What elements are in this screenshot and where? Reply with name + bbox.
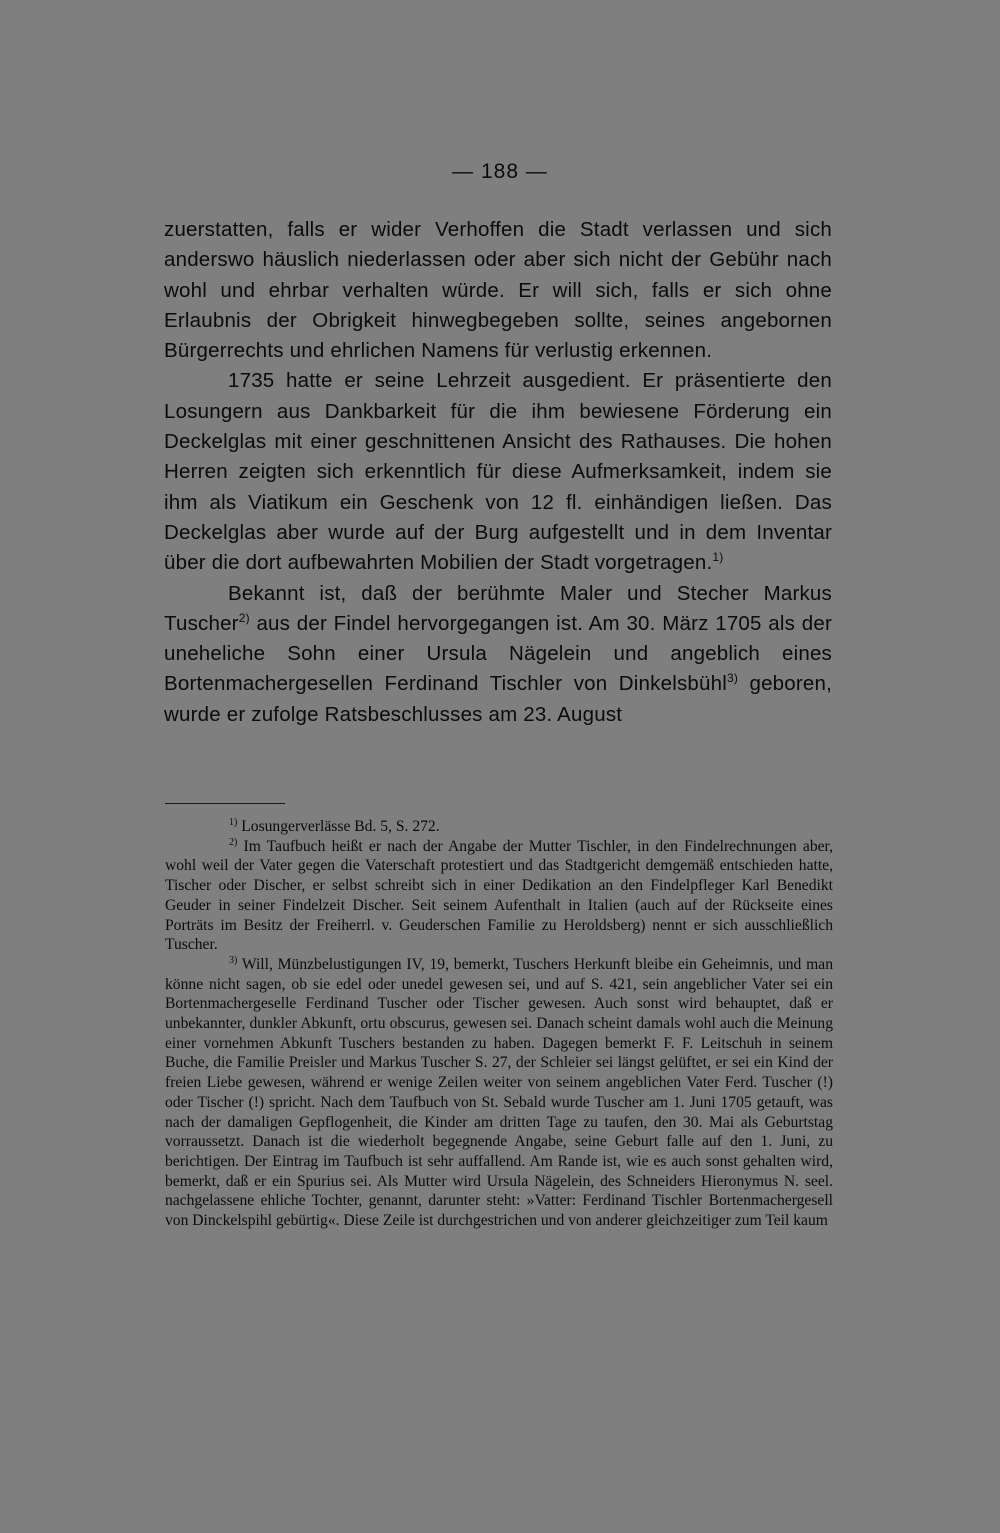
paragraph-3-text-c: geboren, wurde er zufolge Ratsbeschlusses am 23. August [164, 672, 832, 726]
footnote-ref-3: 3) [726, 671, 739, 686]
footnote-3-text: Will, Münzbelustigungen IV, 19, bemerkt, Tuschers Herkunft bleibe ein Geheimnis, und man könne nicht sagen, ob sie edel oder unedel gewesen sei, und auf S. 421, sein angeblicher Vater sei ein Bortenmachergeselle Ferdinand Tuscher oder Tischer gewesen. Auch sonst wird behauptet, daß er unbekannter, dunkler Abkunft, ortu obscurus, gewesen sei. Danach scheint damals wohl auch die Meinung einer vornehmen Abkunft Tuschers bestanden zu haben. Dagegen bemerkt F. F. Leitschuh in seinem Buche, die Familie Preisler und Markus Tuscher S. 27, der Schleier sei längst gelüftet, er sei ein Kind der freien Liebe gewesen, während er wenige Zeilen weiter von seinem angeblichen Vater Ferd. Tuscher (!) oder Tischer (!) spricht. Nach dem Taufbuch von St. Sebald wurde Tuscher am 1. Juni 1705 getauft, was nach der damaligen Gepflogenheit, die Kinder am dritten Tage zu taufen, den 30. Mai als Geburtstag vorraussetzt. Danach ist die wiederholt begegnende Angabe, seine Geburt falle auf den 1. Juni, zu berichtigen. Der Eintrag im Taufbuch ist sehr auffallend. Am Rande ist, wie es auch sonst gehalten wird, bemerkt, daß er ein Spurius sei. Als Mutter wird Ursula Nägelein, des Schneiders Hieronymus N. seel. nachgelassene ehliche Tochter, genannt, darunter steht: »Vatter: Ferdinand Tischler Bortenmachergesell von Dinckelspihl gebürtig«. Diese Zeile ist durchgestrichen und von anderer gleichzeitiger zum Teil kaum [165, 955, 833, 1230]
footnote-3-mark: 3) [229, 954, 238, 966]
footnote-3 [165, 955, 833, 1231]
main-text [164, 215, 832, 730]
page-number: — 188 — [452, 160, 548, 183]
paragraph-3 [164, 579, 832, 730]
paragraph-2-text: 1735 hatte er seine Lehrzeit ausgedient. Er präsentierte den Losungern aus Dankbarkeit für die ihm bewiesene Förderung ein Deckelglas mit einer geschnittenen Ansicht des Rathauses. Die hohen Herren zeigten sich erkenntlich für diese Aufmerksamkeit, indem sie ihm als Viatikum ein Geschenk von 12 fl. einhändigen ließen. Das Deckelglas aber wurde auf der Burg aufgestellt und in dem Inventar über die dort aufbewahrten Mobilien der Stadt vorgetragen. [164, 369, 832, 575]
footnote-2 [165, 837, 833, 955]
paragraph-2 [164, 366, 832, 578]
paragraph-3-text-a: Bekannt ist, daß der berühmte Maler und Stecher Markus Tuscher [164, 581, 832, 635]
footnote-1-mark: 1) [229, 816, 238, 828]
footnote-divider [165, 803, 285, 804]
footnotes [165, 817, 833, 1231]
footnote-ref-1: 1) [712, 550, 724, 565]
paragraph-3-text-b: aus der Findel hervorgegangen ist. Am 30. März 1705 als der uneheliche Sohn einer Ursula Nägelein und angeblich eines Bortenmachergesellen Ferdinand Tischler von Dinkelsbühl [164, 611, 832, 696]
footnote-1-text: Losungerverlässe Bd. 5, S. 272. [237, 818, 440, 835]
footnote-ref-2: 2) [238, 611, 250, 626]
footnote-2-text: Im Taufbuch heißt er nach der Angabe der Mutter Tischler, in den Findelrechnungen aber, wohl weil der Vater gegen die Vaterschaft protestiert und das Stadtgericht demgemäß entschieden hatte, Tischer oder Discher, er selbst schreibt sich in einer Dedikation an den Findelpfleger Karl Benedikt Geuder in seiner Findelzeit Discher. Seit seinem Aufenthalt in Italien (auch auf der Rückseite eines Porträts im Besitz der Freiherrl. v. Geuderschen Familie zu Heroldsberg) nennt er sich ausschließlich Tuscher. [165, 837, 833, 954]
footnote-1 [165, 817, 833, 837]
footnote-2-mark: 2) [229, 836, 238, 848]
paragraph-1: zuerstatten, falls er wider Verhoffen die Stadt verlassen und sich anderswo häuslich niederlassen oder aber sich nicht der Gebühr nach wohl und ehrbar verhalten würde. Er will sich, falls er sich ohne Erlaubnis der Obrigkeit hinwegbegeben sollte, seines angebornen Bürgerrechts und ehrlichen Namens für verlustig erkennen. [164, 218, 832, 363]
